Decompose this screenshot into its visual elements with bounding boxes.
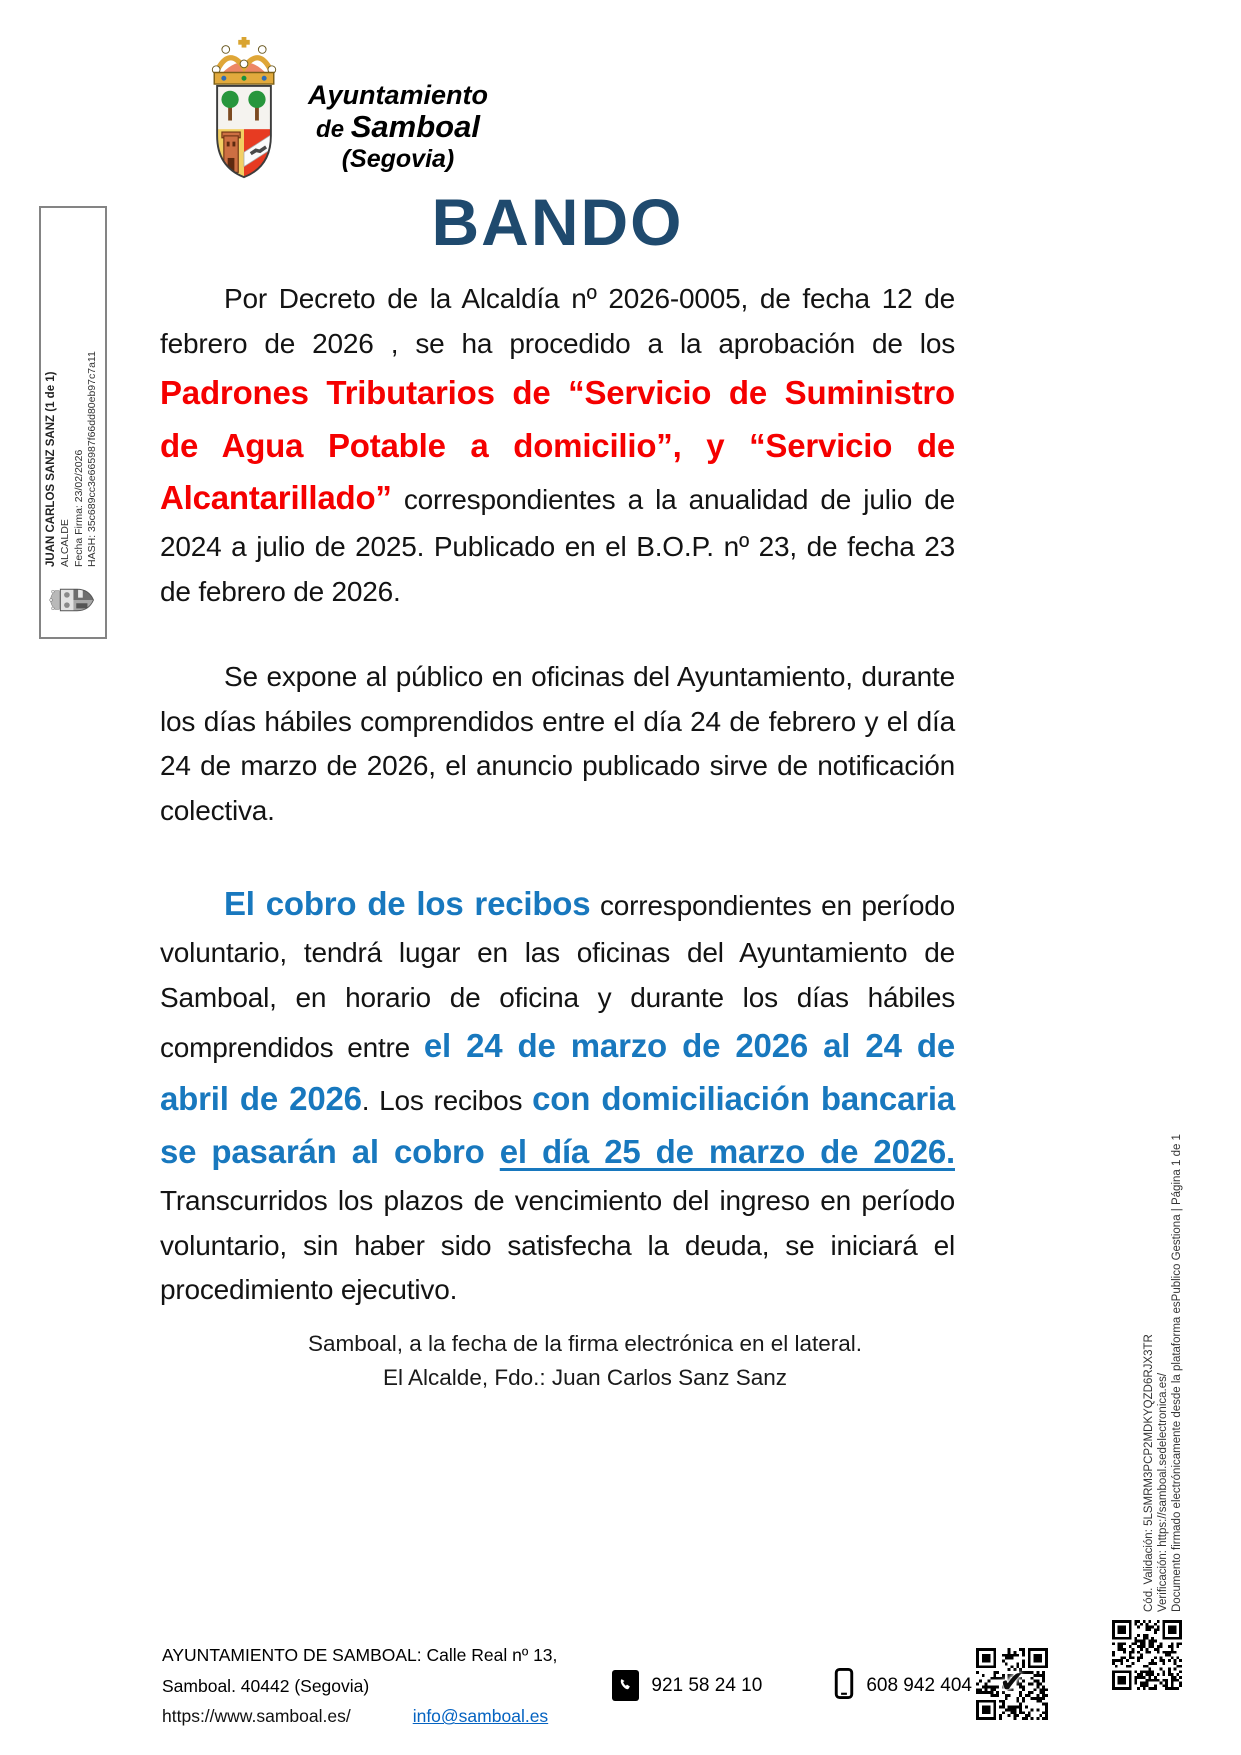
validation-margin	[1143, 1066, 1185, 1612]
verification-url: Verificación: https://samboal.sedelectronica.es/	[1156, 1372, 1169, 1612]
p3-text-3: Transcurridos los plazos de vencimiento del ingreso en período voluntario, sin haber sido satisfecha la deuda, se iniciará el procedimiento ejecutivo.	[160, 1184, 955, 1306]
mobile-phone-icon	[834, 1668, 854, 1704]
samboal-coat-of-arms-icon	[196, 36, 292, 182]
org-line2: de Samboal	[316, 109, 480, 145]
footer-phone-group	[612, 1670, 762, 1701]
footer-contact-block	[162, 1640, 590, 1732]
closing-block	[160, 1327, 955, 1395]
p3-blue-dates: el 24 de marzo de 2026 al 24 de abril de 2026	[160, 1027, 955, 1118]
closing-place-line: Samboal, a la fecha de la firma electrónica en el lateral.	[307, 1331, 863, 1357]
org-line3: (Segovia)	[341, 144, 455, 173]
signer-role: ALCALDE	[59, 519, 71, 567]
footer-phone-number: 921 58 24 10	[651, 1674, 763, 1696]
footer-mobile-number: 608 942 404	[866, 1674, 972, 1696]
p3-text-2: . Los recibos	[361, 1085, 533, 1117]
validation-qr-code-icon	[1112, 1620, 1182, 1690]
footer	[162, 1640, 972, 1732]
footer-website: https://www.samboal.es/	[162, 1706, 351, 1727]
validation-code: Cód. Validación: 5LSMRM3PCP2MDKYQZD6RJX3TR	[1143, 1334, 1155, 1612]
p3-blue-domiciliacion: con domiciliación bancaria se pasarán al cobro	[160, 1080, 955, 1171]
org-name	[308, 80, 488, 173]
paragraph-cobro	[160, 878, 955, 1313]
stamp-crest-icon	[49, 579, 96, 621]
page-title: BANDO	[431, 185, 684, 259]
p3-blue-underlined-date: el día 25 de marzo de 2026.	[499, 1133, 955, 1171]
paragraph-decree	[160, 277, 955, 615]
p1-text: Por Decreto de la Alcaldía nº 2026-0005, de fecha 12 de febrero de 2026 , se ha procedido a la aprobación de los	[160, 283, 955, 360]
footer-email-link[interactable]: info@samboal.es	[412, 1706, 549, 1727]
header-logo	[196, 36, 488, 182]
footer-mobile-group	[834, 1668, 972, 1704]
footer-address: AYUNTAMIENTO DE SAMBOAL: Calle Real nº 13, Samboal. 40442 (Segovia)	[162, 1645, 558, 1696]
signature-hash: HASH: 35c689cc3e665987f66dd80eb97c7a11	[86, 351, 99, 567]
signature-lines	[44, 351, 100, 567]
org-line1: Ayuntamiento	[308, 80, 489, 110]
signature-margin-box	[39, 206, 107, 639]
signer-name: JUAN CARLOS SANZ SANZ (1 de 1)	[45, 371, 58, 567]
phone-icon	[612, 1670, 639, 1701]
signature-date: Fecha Firma: 23/02/2026	[72, 449, 85, 567]
p1-text-cont: correspondientes a la anualidad de julio de 2024 a julio de 2025. Publicado en el B.O.P. nº 23, de fecha 23 de febrero de 2026.	[160, 484, 955, 608]
gestiona-qr-code	[976, 1648, 1048, 1720]
p1-red-emphasis: Padrones Tributarios de “Servicio de Suministro de Agua Potable a domicilio”, y “Servicio de Alcantarillado”	[160, 373, 955, 517]
check-icon: ✔	[999, 1666, 1025, 1700]
p3-text: correspondientes en período voluntario, tendrá lugar en las oficinas del Ayuntamiento de Samboal, en horario de oficina y durante los días hábiles comprendidos entre	[160, 890, 956, 1064]
document-body	[160, 185, 956, 1395]
p3-blue-lead: El cobro de los recibos	[224, 885, 591, 923]
footer-links-line	[162, 1701, 590, 1732]
closing-signer-line: El Alcalde, Fdo.: Juan Carlos Sanz Sanz	[383, 1364, 787, 1390]
platform-note: Documento firmado electrónicamente desde la plataforma esPublico Gestiona | Página 1 de 1	[1170, 1134, 1183, 1612]
paragraph-exposicion: Se expone al público en oficinas del Ayuntamiento, durante los días hábiles comprendidos entre el día 24 de febrero y el día 24 de marzo de 2026, el anuncio publicado sirve de notificación colectiva.	[160, 660, 955, 827]
